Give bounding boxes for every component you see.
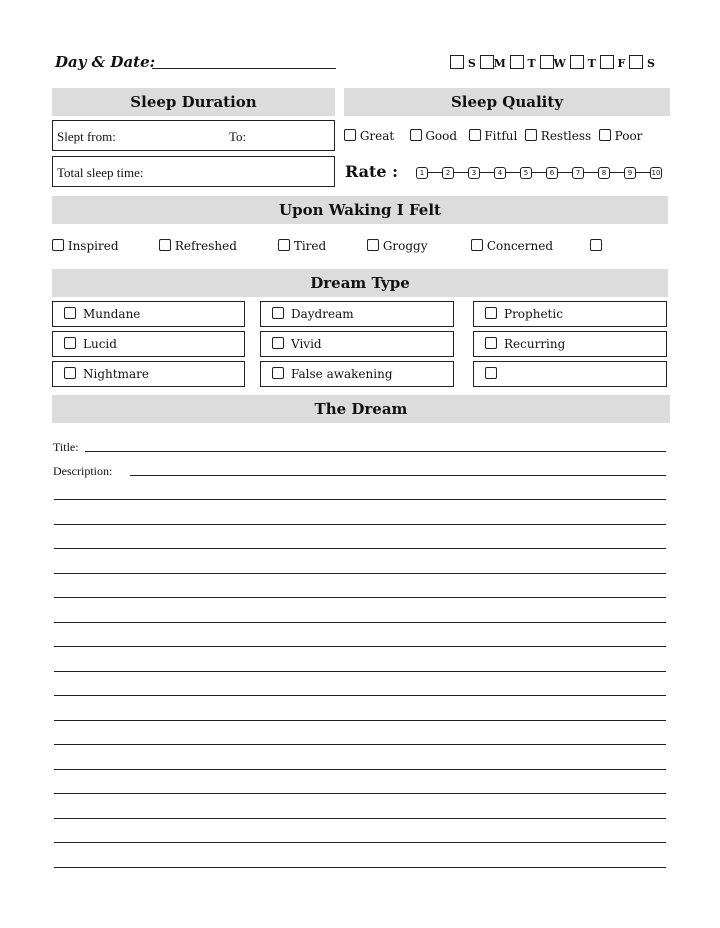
quality-poor-checkbox[interactable]: Poor [599, 129, 643, 143]
dream-title-field[interactable] [85, 451, 666, 452]
dream-vivid-checkbox[interactable]: Vivid [260, 331, 454, 357]
weekday-tuesday[interactable]: T [510, 57, 536, 70]
rate-9[interactable]: 9 [624, 167, 636, 179]
waking-concerned-checkbox[interactable]: Concerned [471, 239, 553, 253]
weekday-thursday[interactable]: T [570, 57, 596, 70]
waking-header: Upon Waking I Felt [52, 196, 668, 224]
dream-nightmare-checkbox[interactable]: Nightmare [52, 361, 245, 387]
weekday-selector [450, 55, 655, 70]
day-date-field[interactable] [152, 68, 336, 69]
dream-type-header: Dream Type [52, 269, 668, 297]
dream-false-awakening-checkbox[interactable]: False awakening [260, 361, 454, 387]
rate-1[interactable]: 1 [416, 167, 428, 179]
dream-prophetic-checkbox[interactable]: Prophetic [473, 301, 667, 327]
dream-mundane-checkbox[interactable]: Mundane [52, 301, 245, 327]
rate-scale [416, 166, 662, 179]
rate-6[interactable]: 6 [546, 167, 558, 179]
weekday-friday[interactable]: F [600, 57, 626, 70]
dream-description-field[interactable] [130, 475, 666, 476]
total-sleep-field[interactable] [52, 156, 335, 187]
rate-10[interactable]: 10 [651, 168, 661, 177]
rate-label: Rate : [345, 162, 399, 181]
dream-description-label: Description: [53, 464, 113, 478]
slept-from-field[interactable] [52, 120, 335, 151]
quality-restless-checkbox[interactable]: Restless [525, 129, 591, 143]
dream-lucid-checkbox[interactable]: Lucid [52, 331, 245, 357]
quality-good-checkbox[interactable]: Good [410, 129, 458, 143]
sleep-quality-options [344, 129, 642, 143]
dream-recurring-checkbox[interactable]: Recurring [473, 331, 667, 357]
to-label: To: [229, 129, 247, 144]
waking-inspired-checkbox[interactable]: Inspired [52, 239, 119, 253]
sleep-duration-header: Sleep Duration [52, 88, 335, 116]
day-date-label: Day & Date: [55, 53, 156, 71]
rate-3[interactable]: 3 [468, 167, 480, 179]
weekday-saturday[interactable]: S [629, 57, 655, 70]
waking-groggy-checkbox[interactable]: Groggy [367, 239, 428, 253]
rate-7[interactable]: 7 [572, 167, 584, 179]
rate-8[interactable]: 8 [598, 167, 610, 179]
weekday-sunday[interactable]: S [450, 57, 476, 70]
dream-title-label: Title: [53, 440, 79, 454]
dream-other-checkbox[interactable] [473, 361, 667, 387]
sleep-quality-header: Sleep Quality [344, 88, 670, 116]
quality-great-checkbox[interactable]: Great [344, 129, 394, 143]
waking-tired-checkbox[interactable]: Tired [278, 239, 326, 253]
slept-from-label: Slept from: [57, 129, 116, 144]
rate-2[interactable]: 2 [442, 167, 454, 179]
the-dream-header: The Dream [52, 395, 670, 423]
rate-5[interactable]: 5 [520, 167, 532, 179]
waking-other-checkbox[interactable] [590, 239, 602, 253]
total-sleep-label: Total sleep time: [57, 165, 144, 180]
dream-daydream-checkbox[interactable]: Daydream [260, 301, 454, 327]
waking-options [52, 239, 668, 257]
quality-fitful-checkbox[interactable]: Fitful [469, 129, 518, 143]
waking-refreshed-checkbox[interactable]: Refreshed [159, 239, 237, 253]
weekday-wednesday[interactable]: W [540, 57, 566, 70]
rate-4[interactable]: 4 [494, 167, 506, 179]
weekday-monday[interactable]: M [480, 57, 506, 70]
